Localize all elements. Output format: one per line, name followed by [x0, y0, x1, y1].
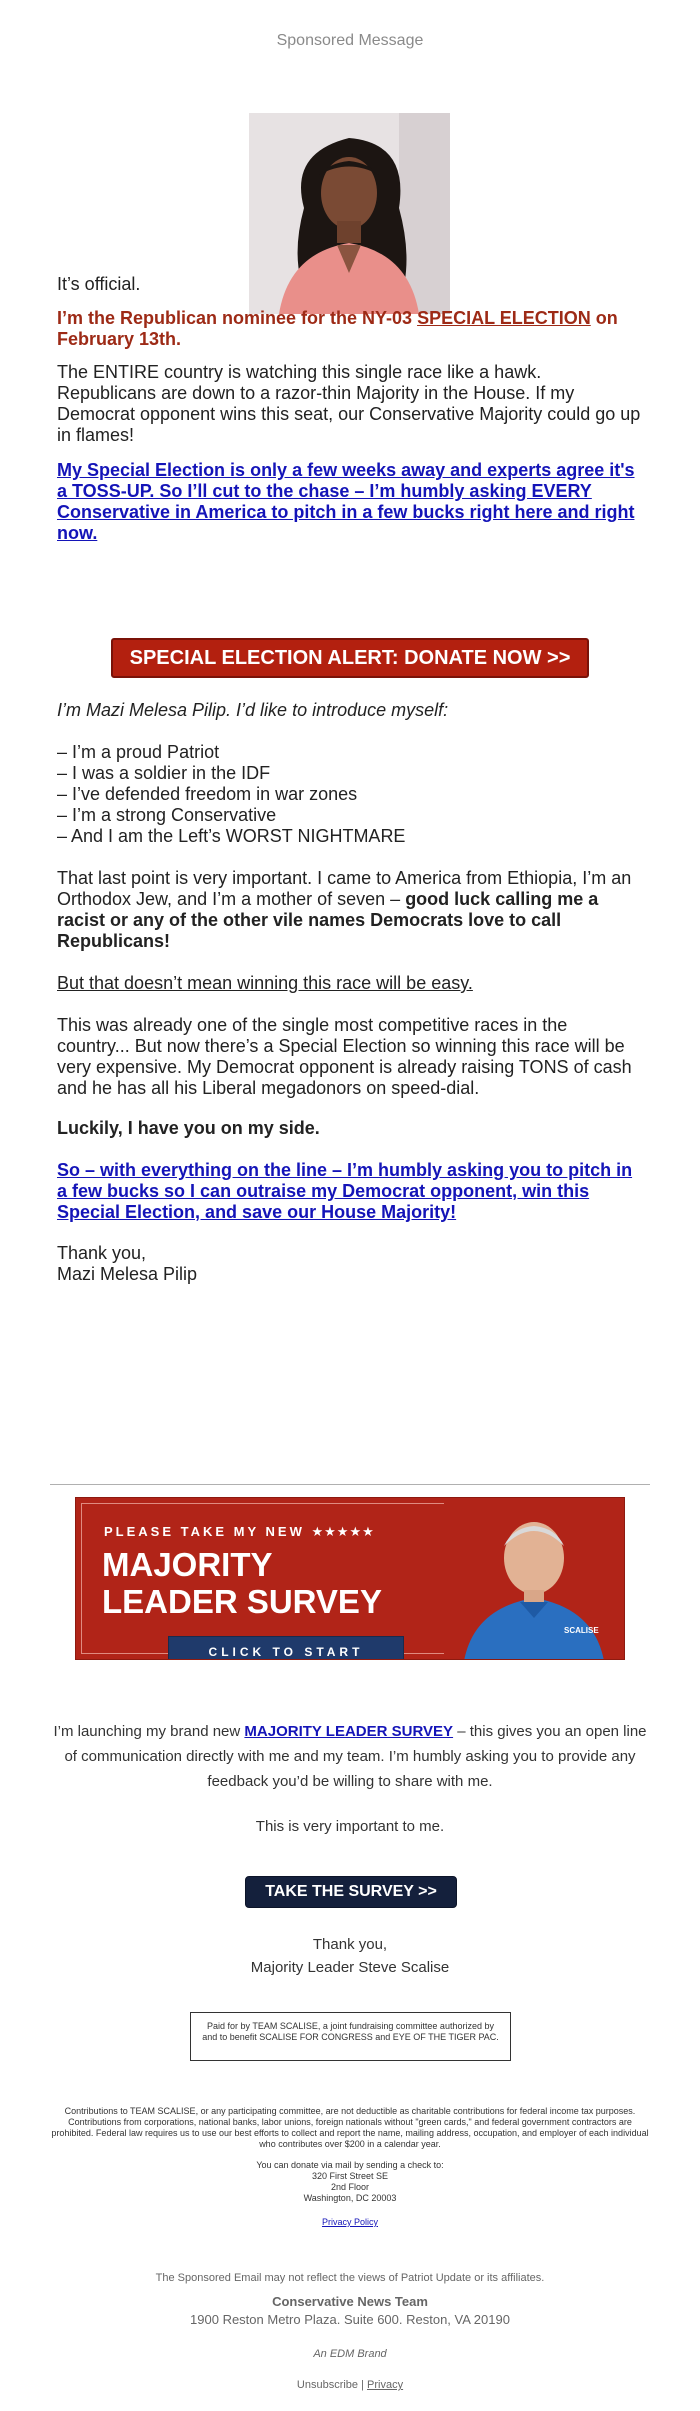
contributions-disclaimer: Contributions to TEAM SCALISE, or any participating committee, are not deductible as charitable contributions for federal income tax purposes. Contributions from corporations, national banks, labor unions, foreign nationals without "green cards," and federal government contractors are prohibited. Federal law requires us to use our best efforts to collect and report the name, mailing address, occupation, and employer of each individual who contributes over $200 in a calendar year. — [51, 2106, 649, 2149]
luckily-line: Luckily, I have you on my side. — [57, 1118, 320, 1138]
pitch-in-link[interactable]: So – with everything on the line – I’m humbly asking you to pitch in a few bucks so I can outraise my Democrat opponent, win this Special Election, and save our House Majority! — [57, 1160, 633, 1222]
nominee-post: on February 13th. — [57, 308, 618, 349]
list-item: – I’m a strong Conservative — [57, 805, 277, 825]
letter-intro: It’s official. — [57, 274, 141, 294]
survey-signature: Majority Leader Steve Scalise — [250, 1959, 450, 1976]
footer-org: Conservative News Team — [272, 2294, 428, 2309]
footer-address: 1900 Reston Metro Plaza. Suite 600. Reston, VA 20190 — [190, 2312, 510, 2327]
background-plain: That last point is very important. I came to America from Ethiopia, I’m an Orthodox Jew, and I’m a mother of seven – — [57, 868, 632, 909]
survey-text-post: – this gives you an open line of communication directly with me and my team. I’m humbly asking you to provide any feedback you’d be willing to share with me. — [64, 1723, 647, 1790]
list-item: – I’ve defended freedom in war zones — [57, 784, 358, 804]
donate-now-button[interactable]: SPECIAL ELECTION ALERT: DONATE NOW >> — [111, 638, 589, 678]
banner-title-line1: MAJORITY — [102, 1546, 273, 1583]
closing-thanks: Thank you, — [57, 1243, 147, 1263]
underlined-statement: But that doesn’t mean winning this race will be easy. — [57, 973, 473, 993]
special-election-link[interactable]: SPECIAL ELECTION — [417, 308, 591, 328]
list-item: – And I am the Left’s WORST NIGHTMARE — [57, 826, 406, 846]
unsubscribe-link[interactable]: Unsubscribe — [296, 2379, 359, 2391]
click-to-start-button[interactable]: CLICK TO START — [168, 1636, 404, 1660]
footer-separator: | — [361, 2379, 364, 2391]
survey-banner[interactable] — [75, 1497, 625, 1660]
sponsored-label: Sponsored Message — [276, 32, 424, 49]
paragraph-background — [57, 868, 643, 952]
important-line: This is very important to me. — [255, 1818, 445, 1835]
toss-up-link[interactable]: My Special Election is only a few weeks away and experts agree it's a TOSS-UP. So I’ll cut to the chase – I’m humbly asking EVERY Conservative in America to pitch in a few bucks right here and right now. — [57, 460, 635, 543]
mail-intro: You can donate via mail by sending a check to: — [256, 2160, 444, 2170]
paragraph-competitive: This was already one of the single most competitive races in the country... But now there’s a Special Election so winning this race will be very expensive. My Democrat opponent is already raising TONS of cash and he has all his Liberal megadonors on speed-dial. — [57, 1015, 632, 1098]
paid-for-box: Paid for by TEAM SCALISE, a joint fundraising committee authorized by and to benefit SCALISE FOR CONGRESS and EYE OF THE TIGER PAC. — [190, 2012, 511, 2061]
privacy-policy-row — [50, 2217, 650, 2228]
address-line3: Washington, DC 20003 — [303, 2193, 397, 2203]
scalise-photo — [444, 1498, 624, 1660]
footer-notice: The Sponsored Email may not reflect the views of Patriot Update or its affiliates. — [155, 2272, 545, 2284]
survey-description — [50, 1719, 650, 1794]
background-bold: good luck calling me a racist or any of the other vile names Democrats love to call Republicans! — [57, 889, 599, 951]
footer-links — [0, 2379, 700, 2391]
nominee-pre: I’m the Republican nominee for the NY-03 — [57, 308, 418, 328]
banner-top-line: PLEASE TAKE MY NEW ★★★★★ — [104, 1524, 375, 1539]
majority-leader-survey-link[interactable]: MAJORITY LEADER SURVEY — [244, 1723, 454, 1740]
banner-title-line2: LEADER SURVEY — [102, 1583, 382, 1620]
address-line1: 320 First Street SE — [311, 2171, 389, 2181]
stars-icon: ★★★★★ — [311, 1524, 375, 1539]
closing-signature: Mazi Melesa Pilip — [57, 1264, 198, 1284]
footer-brand: An EDM Brand — [313, 2348, 387, 2360]
privacy-policy-link[interactable]: Privacy Policy — [321, 2217, 378, 2227]
paragraph-country: The ENTIRE country is watching this single race like a hawk. Republicans are down to a razor-thin Majority in the House. If my Democrat opponent wins this seat, our Conservative Majority could go up in flames! — [57, 362, 641, 445]
shirt-logo: SCALISE — [564, 1626, 599, 1635]
introduce-line: I’m Mazi Melesa Pilip. I’d like to introduce myself: — [57, 700, 449, 720]
survey-text-pre: I’m launching my brand new — [53, 1723, 245, 1740]
list-item: – I’m a proud Patriot — [57, 742, 220, 762]
nominee-heading — [57, 308, 643, 350]
banner-title — [102, 1546, 382, 1620]
footer-privacy-link[interactable]: Privacy — [367, 2379, 404, 2391]
take-survey-button[interactable]: TAKE THE SURVEY >> — [245, 1876, 457, 1908]
list-item: – I was a soldier in the IDF — [57, 763, 271, 783]
address-line2: 2nd Floor — [330, 2182, 370, 2192]
section-divider — [50, 1484, 650, 1485]
bio-list — [57, 742, 643, 847]
survey-thanks: Thank you, — [312, 1936, 388, 1953]
